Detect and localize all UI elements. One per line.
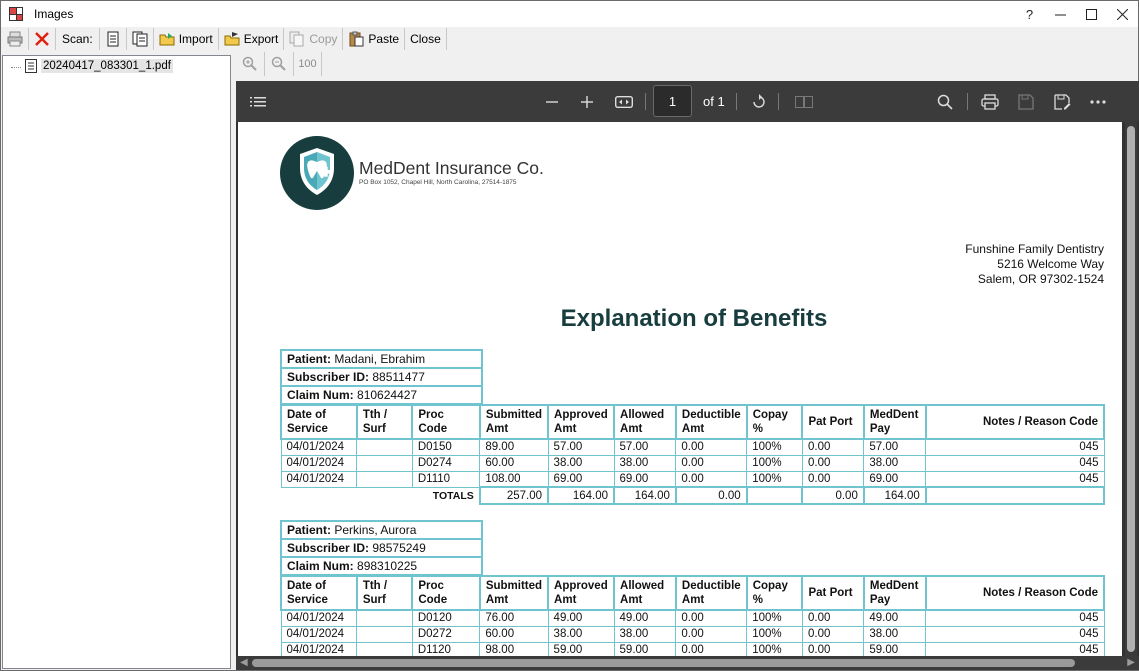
two-page-button[interactable] [793, 91, 815, 113]
cell-pat-port: 0.00 [802, 439, 863, 455]
total-submitted-amt: 257.00 [480, 487, 548, 504]
column-header-tooth-surface: Tth / Surf [357, 405, 413, 439]
cell-pat-port: 0.00 [802, 642, 863, 658]
totals-label: TOTALS [432, 489, 474, 502]
rotate-button[interactable] [748, 91, 770, 113]
zoom-level[interactable]: 100 [294, 52, 322, 76]
print-icon [981, 94, 999, 110]
vertical-scrollbar[interactable] [1125, 122, 1137, 656]
tree-file-label: 20240417_083301_1.pdf [43, 60, 171, 72]
cell-notes-reason-code: 045 [926, 610, 1104, 626]
pdf-page [238, 122, 1122, 662]
export-folder-icon [224, 31, 240, 47]
documents-icon [132, 31, 148, 47]
column-header-allowed-amt: Allowed Amt [614, 576, 676, 610]
export-button[interactable] [219, 28, 285, 50]
recipient-address [965, 242, 1104, 287]
cell-pat-port: 0.00 [802, 626, 863, 642]
cell-approved-amt: 38.00 [548, 455, 614, 471]
cell-submitted-amt: 108.00 [480, 471, 548, 487]
subscriber-id: 98575249 [372, 541, 426, 555]
window-title: Images [34, 7, 74, 21]
app-icon [9, 7, 23, 21]
minus-icon [546, 96, 558, 108]
cell-copay-pct: 100% [747, 626, 803, 642]
page-number-input[interactable]: 1 [653, 85, 692, 117]
tree-connector [11, 67, 21, 68]
pdf-search-button[interactable] [934, 91, 956, 113]
total-meddent-pay: 164.00 [864, 487, 926, 504]
patient-cell: Patient: Madani, Ebrahim [281, 350, 482, 368]
delete-button[interactable] [29, 28, 56, 50]
cell-submitted-amt: 98.00 [480, 642, 548, 658]
cell-copay-pct: 100% [747, 642, 803, 658]
shield-tooth-icon [280, 136, 354, 210]
plus-icon [581, 96, 593, 108]
pdf-save-button[interactable] [1015, 91, 1037, 113]
patient-info-table [280, 349, 483, 405]
zoom-out-icon [271, 56, 287, 72]
more-options-button[interactable] [1087, 91, 1109, 113]
zoom-in-icon [242, 56, 258, 72]
cell-submitted-amt: 60.00 [480, 626, 548, 642]
recipient-line: 5216 Welcome Way [997, 257, 1104, 271]
column-header-date-of-service: Date of Service [281, 405, 357, 439]
cell-submitted-amt: 76.00 [480, 610, 548, 626]
cell-allowed-amt: 38.00 [614, 455, 676, 471]
company-address: PO Box 1052, Chapel Hill, North Carolina, 27514-1875 [359, 179, 517, 186]
column-header-allowed-amt: Allowed Amt [614, 405, 676, 439]
cell-allowed-amt: 38.00 [614, 626, 676, 642]
document-icon [105, 31, 121, 47]
import-label: Import [178, 32, 213, 46]
cell-submitted-amt: 89.00 [480, 439, 548, 455]
fit-width-icon [615, 96, 633, 108]
table-row [281, 610, 1104, 626]
cell-copay-pct: 100% [747, 610, 803, 626]
copy-label: Copy [309, 32, 338, 46]
column-header-meddent-pay: MedDent Pay [864, 405, 926, 439]
cell-allowed-amt: 69.00 [614, 471, 676, 487]
tree-item-file[interactable] [11, 59, 173, 73]
scroll-thumb[interactable] [1127, 126, 1135, 652]
cell-deductible-amt: 0.00 [676, 626, 747, 642]
close-button[interactable] [405, 28, 447, 50]
cell-approved-amt: 59.00 [548, 642, 614, 658]
export-label: Export [243, 32, 279, 46]
total-deductible-amt: 0.00 [676, 487, 747, 504]
cell-proc-code: D0274 [412, 455, 479, 471]
column-header-notes-reason-code: Notes / Reason Code [926, 576, 1104, 610]
recipient-line: Funshine Family Dentistry [965, 242, 1104, 256]
cell-allowed-amt: 57.00 [614, 439, 676, 455]
help-button[interactable]: ? [1025, 6, 1034, 22]
column-header-copay-pct: Copay % [747, 405, 803, 439]
cell-date-of-service: 04/01/2024 [281, 439, 357, 455]
more-dots-icon [1090, 100, 1106, 104]
claim-cell: Claim Num: 898310225 [281, 557, 482, 575]
cell-tooth-surface [357, 439, 413, 455]
table-row [281, 626, 1104, 642]
cell-deductible-amt: 0.00 [676, 455, 747, 471]
zoom-out-button[interactable] [265, 52, 294, 76]
claim-table [280, 575, 1105, 659]
cell-copay-pct: 100% [747, 471, 803, 487]
patient-info-table [280, 520, 483, 576]
cell-proc-code: D0150 [412, 439, 479, 455]
import-folder-icon [159, 31, 175, 47]
table-row [281, 471, 1104, 487]
column-header-date-of-service: Date of Service [281, 576, 357, 610]
cell-proc-code: D1120 [412, 642, 479, 658]
column-header-approved-amt: Approved Amt [548, 576, 614, 610]
cell-approved-amt: 69.00 [548, 471, 614, 487]
contents-button[interactable] [247, 91, 269, 113]
title-bar [1, 1, 1138, 27]
cell-deductible-amt: 0.00 [676, 610, 747, 626]
column-header-deductible-amt: Deductible Amt [676, 576, 747, 610]
cell-proc-code: D0272 [412, 626, 479, 642]
scroll-right-icon[interactable]: ▶ [1127, 657, 1135, 668]
pdf-zoom-in-button[interactable] [576, 91, 598, 113]
column-header-deductible-amt: Deductible Amt [676, 405, 747, 439]
table-row [281, 455, 1104, 471]
patient-name: Perkins, Aurora [334, 523, 417, 537]
save-as-icon [1054, 94, 1071, 110]
pdf-viewer [236, 81, 1139, 670]
cell-tooth-surface [357, 610, 413, 626]
patient-name: Madani, Ebrahim [334, 352, 426, 366]
claim-cell: Claim Num: 810624427 [281, 386, 482, 404]
column-header-copay-pct: Copay % [747, 576, 803, 610]
file-icon [25, 59, 37, 73]
list-icon [250, 96, 266, 108]
file-tree [2, 55, 231, 669]
document-title: Explanation of Benefits [560, 305, 828, 332]
delete-x-icon [34, 31, 50, 47]
cell-notes-reason-code: 045 [926, 642, 1104, 658]
minimize-button[interactable] [1045, 1, 1076, 27]
cell-meddent-pay: 59.00 [864, 642, 926, 658]
cell-pat-port: 0.00 [802, 610, 863, 626]
import-button[interactable] [154, 28, 219, 50]
column-header-submitted-amt: Submitted Amt [480, 576, 548, 610]
subscriber-cell: Subscriber ID: 88511477 [281, 368, 482, 386]
two-page-icon [795, 95, 813, 109]
recipient-line: Salem, OR 97302-1524 [977, 272, 1104, 286]
save-icon [1018, 94, 1034, 110]
scan-multi-button[interactable] [127, 28, 154, 50]
cell-meddent-pay: 57.00 [864, 439, 926, 455]
scan-single-button[interactable] [100, 28, 127, 50]
claim-table [280, 404, 1105, 505]
pdf-toolbar [236, 81, 1139, 122]
cell-date-of-service: 04/01/2024 [281, 471, 357, 487]
total-approved-amt: 164.00 [548, 487, 614, 504]
rotate-icon [751, 94, 767, 110]
table-row [281, 439, 1104, 455]
cell-copay-pct: 100% [747, 439, 803, 455]
minimize-icon [1055, 9, 1066, 20]
cell-notes-reason-code: 045 [926, 455, 1104, 471]
fit-page-button[interactable] [613, 91, 635, 113]
zoom-toolbar [236, 52, 322, 76]
cell-pat-port: 0.00 [802, 455, 863, 471]
cell-meddent-pay: 38.00 [864, 455, 926, 471]
cell-date-of-service: 04/01/2024 [281, 610, 357, 626]
cell-proc-code: D1110 [412, 471, 479, 487]
copy-button[interactable] [284, 28, 343, 50]
print-button[interactable] [2, 28, 29, 50]
company-name: MedDent Insurance Co. [359, 158, 544, 178]
cell-allowed-amt: 49.00 [614, 610, 676, 626]
claim-num: 898310225 [357, 559, 418, 573]
column-header-meddent-pay: MedDent Pay [864, 576, 926, 610]
cell-approved-amt: 49.00 [548, 610, 614, 626]
close-window-button[interactable] [1107, 1, 1138, 27]
zoom-in-button[interactable] [236, 52, 265, 76]
cell-meddent-pay: 38.00 [864, 626, 926, 642]
totals-row [281, 487, 1104, 504]
cell-deductible-amt: 0.00 [676, 439, 747, 455]
table-header-row [281, 405, 1104, 439]
subscriber-cell: Subscriber ID: 98575249 [281, 539, 482, 557]
close-label: Close [410, 32, 441, 46]
table-header-row [281, 576, 1104, 610]
paste-label: Paste [368, 32, 400, 46]
cell-copay-pct: 100% [747, 455, 803, 471]
cell-allowed-amt: 59.00 [614, 642, 676, 658]
pdf-zoom-out-button[interactable] [541, 91, 563, 113]
cell-date-of-service: 04/01/2024 [281, 642, 357, 658]
cell-tooth-surface [357, 455, 413, 471]
cell-approved-amt: 57.00 [548, 439, 614, 455]
cell-meddent-pay: 69.00 [864, 471, 926, 487]
patient-cell: Patient: Perkins, Aurora [281, 521, 482, 539]
close-icon [1117, 9, 1128, 20]
cell-deductible-amt: 0.00 [676, 642, 747, 658]
total-copay-pct [747, 487, 803, 504]
column-header-approved-amt: Approved Amt [548, 405, 614, 439]
cell-date-of-service: 04/01/2024 [281, 626, 357, 642]
cell-tooth-surface [357, 626, 413, 642]
column-header-notes-reason-code: Notes / Reason Code [926, 405, 1104, 439]
claim-num: 810624427 [357, 388, 418, 402]
total-allowed-amt: 164.00 [614, 487, 676, 504]
maximize-button[interactable] [1076, 1, 1107, 27]
horizontal-scrollbar[interactable] [236, 656, 1139, 670]
cell-proc-code: D0120 [412, 610, 479, 626]
search-icon [937, 94, 953, 110]
total-pat-port: 0.00 [802, 487, 863, 504]
pdf-save-as-button[interactable] [1051, 91, 1073, 113]
paste-button[interactable] [343, 28, 405, 50]
column-header-tooth-surface: Tth / Surf [357, 576, 413, 610]
subscriber-id: 88511477 [372, 370, 425, 384]
paste-clipboard-icon [348, 31, 364, 47]
scan-label: Scan: [56, 28, 100, 50]
column-header-submitted-amt: Submitted Amt [480, 405, 548, 439]
column-header-pat-port: Pat Port [802, 405, 863, 439]
cell-pat-port: 0.00 [802, 471, 863, 487]
cell-deductible-amt: 0.00 [676, 471, 747, 487]
page-total: of 1 [703, 94, 725, 109]
maximize-icon [1086, 9, 1097, 20]
copy-icon [289, 31, 305, 47]
cell-notes-reason-code: 045 [926, 626, 1104, 642]
main-toolbar [2, 28, 447, 50]
column-header-proc-code: Proc Code [412, 576, 479, 610]
cell-date-of-service: 04/01/2024 [281, 455, 357, 471]
scroll-left-icon[interactable]: ◀ [240, 657, 248, 668]
column-header-pat-port: Pat Port [802, 576, 863, 610]
cell-tooth-surface [357, 471, 413, 487]
scroll-thumb[interactable] [252, 659, 1075, 667]
total-notes-reason-code [926, 487, 1104, 504]
cell-approved-amt: 38.00 [548, 626, 614, 642]
printer-icon [7, 31, 23, 47]
cell-notes-reason-code: 045 [926, 471, 1104, 487]
cell-notes-reason-code: 045 [926, 439, 1104, 455]
pdf-print-button[interactable] [979, 91, 1001, 113]
column-header-proc-code: Proc Code [412, 405, 479, 439]
company-logo [280, 136, 354, 210]
cell-submitted-amt: 60.00 [480, 455, 548, 471]
cell-meddent-pay: 49.00 [864, 610, 926, 626]
